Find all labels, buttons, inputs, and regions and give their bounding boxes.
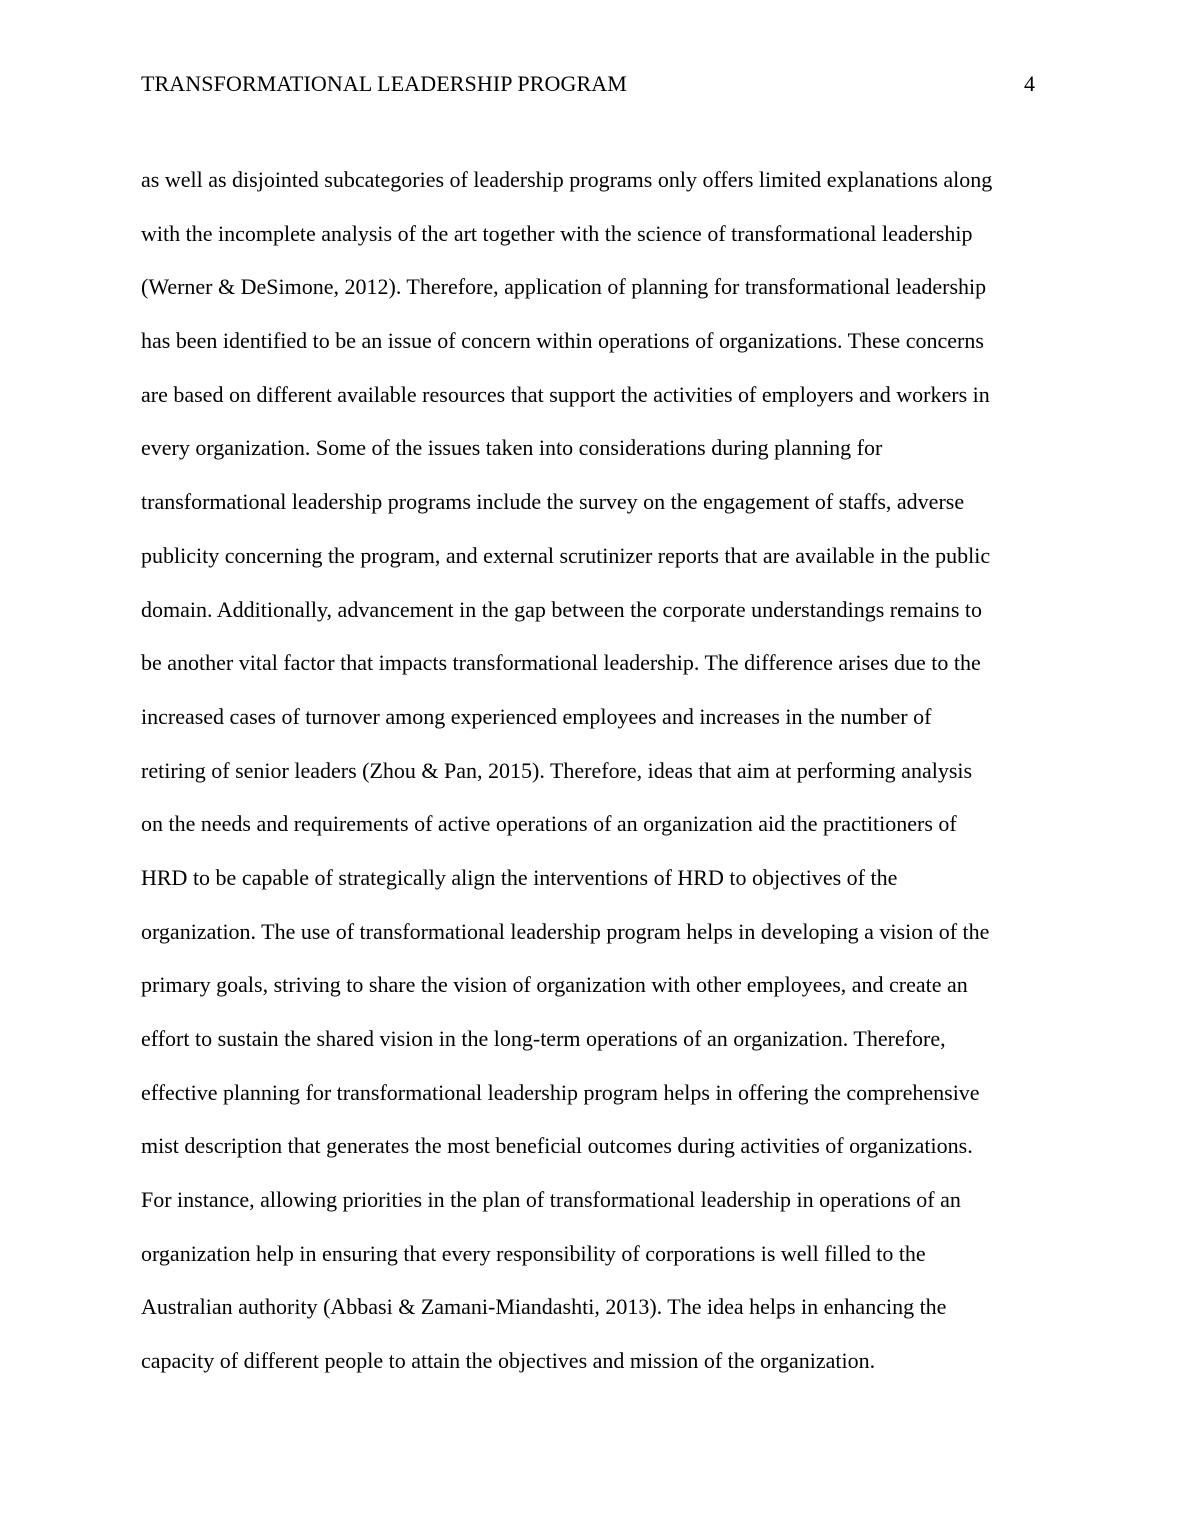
- text-line: has been identified to be an issue of concern within operations of organizations. These concerns: [141, 328, 984, 354]
- text-line: increased cases of turnover among experienced employees and increases in the number of: [141, 703, 932, 729]
- text-line: primary goals, striving to share the vision of organization with other employees, and create an: [141, 972, 968, 998]
- text-line: are based on different available resources that support the activities of employers and workers in: [141, 381, 990, 407]
- text-line: every organization. Some of the issues taken into considerations during planning for: [141, 435, 883, 461]
- text-line: (Werner & DeSimone, 2012). Therefore, application of planning for transformational leadership: [141, 274, 987, 300]
- text-line: HRD to be capable of strategically align the interventions of HRD to objectives of the: [141, 864, 898, 890]
- text-line: effort to sustain the shared vision in the long-term operations of an organization. Therefore,: [141, 1026, 946, 1051]
- text-line: transformational leadership programs include the survey on the engagement of staffs, adverse: [141, 489, 965, 515]
- running-head: TRANSFORMATIONAL LEADERSHIP PROGRAM: [141, 71, 627, 96]
- text-line: organization help in ensuring that every responsibility of corporations is well filled to the: [141, 1240, 926, 1266]
- page-number: 4: [1024, 71, 1035, 96]
- text-line: organization. The use of transformational leadership program helps in developing a vision of the: [141, 918, 990, 944]
- text-line: on the needs and requirements of active operations of an organization aid the practitioners of: [141, 811, 957, 837]
- text-line: Australian authority (Abbasi & Zamani-Miandashti, 2013). The idea helps in enhancing the: [141, 1294, 947, 1320]
- text-line: as well as disjointed subcategories of leadership programs only offers limited explanations along: [141, 167, 993, 192]
- text-line: effective planning for transformational leadership program helps in offering the comprehensive: [141, 1079, 980, 1105]
- body-paragraph: [141, 153, 1061, 1388]
- text-line: domain. Additionally, advancement in the gap between the corporate understandings remains to: [141, 596, 983, 622]
- text-line: mist description that generates the most beneficial outcomes during activities of organizations.: [141, 1133, 973, 1159]
- text-line: with the incomplete analysis of the art together with the science of transformational leadership: [141, 220, 973, 246]
- text-line: retiring of senior leaders (Zhou & Pan, 2015). Therefore, ideas that aim at performing analysis: [141, 757, 973, 783]
- text-line: For instance, allowing priorities in the plan of transformational leadership in operations of an: [141, 1187, 961, 1213]
- text-line: capacity of different people to attain the objectives and mission of the organization.: [141, 1348, 876, 1374]
- text-line: publicity concerning the program, and external scrutinizer reports that are available in the public: [141, 542, 991, 568]
- text-line: be another vital factor that impacts transformational leadership. The difference arises due to the: [141, 650, 981, 676]
